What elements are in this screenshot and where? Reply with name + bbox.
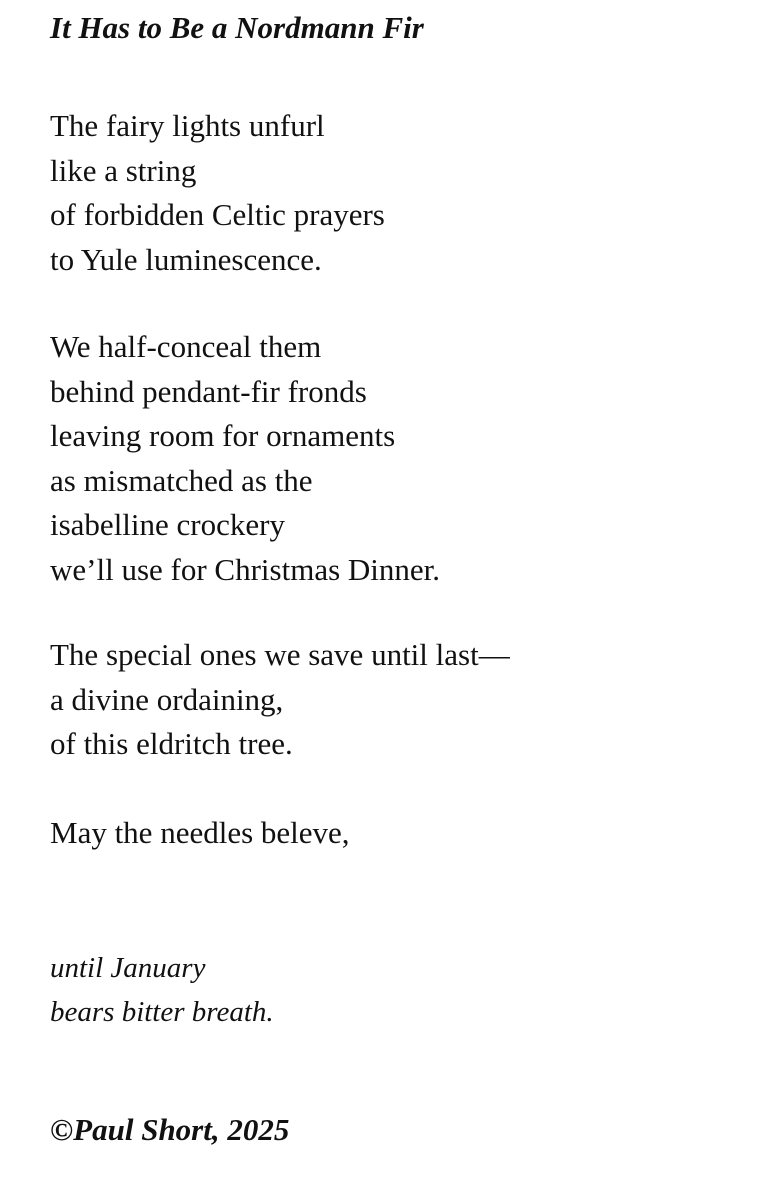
- poem-line: of forbidden Celtic prayers: [50, 197, 385, 232]
- poem-title: It Has to Be a Nordmann Fir: [50, 10, 424, 45]
- poem-line: we’ll use for Christmas Dinner.: [50, 551, 441, 587]
- stanza-4: [50, 811, 350, 856]
- poem-line: behind pendant-fir fronds: [50, 373, 367, 409]
- poem-line: May the needles beleve,: [50, 815, 350, 850]
- poem-line: isabelline crockery: [50, 507, 285, 542]
- poem-line: We half-conceal them: [50, 329, 322, 364]
- poem-line: until January: [50, 952, 206, 984]
- poem-line: to Yule luminescence.: [50, 241, 322, 277]
- stanza-3: [50, 633, 510, 767]
- poem-line: The fairy lights unfurl: [50, 108, 325, 143]
- poem-line: of this eldritch tree.: [50, 726, 293, 761]
- poem-line: like a string: [50, 152, 197, 188]
- poem-line: bears bitter breath.: [50, 996, 274, 1028]
- poem-line: leaving room for ornaments: [50, 418, 396, 453]
- stanza-1: [50, 104, 385, 282]
- stanza-5: [50, 946, 274, 1034]
- poem-line: The special ones we save until last—: [50, 637, 510, 672]
- copyright-notice: ©Paul Short, 2025: [50, 1112, 290, 1147]
- poem-line: a divine ordaining,: [50, 681, 284, 717]
- stanza-2: [50, 325, 440, 592]
- poem-line: as mismatched as the: [50, 462, 313, 498]
